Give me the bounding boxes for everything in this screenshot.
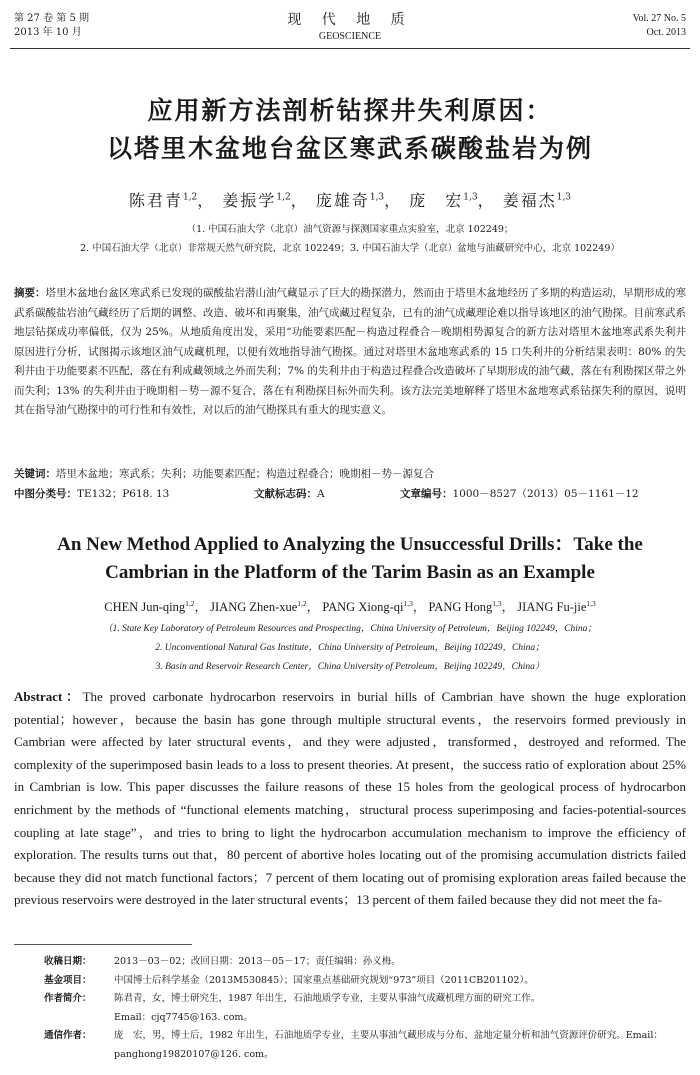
issue-date: 2013 年 10 月: [14, 27, 82, 38]
affiliations-en: [10, 620, 690, 677]
abstract-en: [14, 686, 686, 912]
clc-number: 中图分类号：TE132；P618. 13: [14, 488, 170, 500]
footnote-received: 收稿日期： 2013－03－02；改回日期：2013－05－17；责任编辑：孙义梅。: [44, 956, 401, 967]
author-cn: 姜福杰$^{1,3}$: [502, 191, 572, 210]
author-en: PANG Xiong-qi$^{1,3}$: [322, 598, 413, 614]
abstract-cn: [14, 284, 686, 421]
author-en: CHEN Jun-qing$^{1,2}$: [104, 598, 195, 614]
author-cn: 庞 宏$^{1,3}$: [409, 191, 478, 210]
volume-issue: 第 27 卷 第 5 期: [14, 13, 89, 24]
author-en: JIANG Fu-jie$^{1,3}$: [517, 598, 596, 614]
document-code: 文献标志码：A: [254, 488, 325, 500]
authors-cn: 陈君青$^{1,2}$， 姜振学$^{1,2}$， 庞雄奇$^{1,3}$， 庞 宏$^{1,3}$， 姜福杰$^{1,3}$: [128, 191, 572, 210]
abstract-cn-text: 塔里木盆地台盆区寒武系已发现的碳酸盐岩潜山油气藏显示了巨大的勘探潜力，然而由于塔里木盆地经历了多期的构造运动，早期形成的寒武系碳酸盐岩油气藏经历了后期的调整、改造、破坏和再聚集，油气成藏过程复杂，已有的油气成藏理论难以指导该地区的油气勘探。目前寒武系地层钻探成功率偏低，仅为 25%。从地质角度出发，采用“功能要素匹配－构造过程叠合－晚期相势源复合的新方法对塔里木盆地寒武系失利井原因进行分析，试图揭示该地区油气成藏机理，以便有效地指导油气勘探。通过对塔里木盆地寒武系的 15 口失利井的分析结果表明：80% 的失利井由于功能要素不匹配，落在有利成藏领域之外而失利；7% 的失利井由于构造过程叠合改造破坏了早期形成的油气藏，落在有利勘探区带之外而失利；13% 的失利井由于晚期相－势－源不复合，落在有利勘探目标外而失利。该方法完美地解释了塔里木盆地寒武系钻探失利的原因，说明其在指导油气勘探中的可行性和有效性，对以后的油气勘探具有重大的现实意义。: [14, 287, 686, 416]
abstract-en-label: Abstract：: [14, 689, 83, 704]
abstract-en-text: The proved carbonate hydrocarbon reservoirs in burial hills of Cambrian have shown the huge exploration potential；however，because the basin has gone through multiple structural events，the reservoirs formed previously in Cambrian were affected by later structural events，and they were adjusted，transformed，destroyed and reformed. The complexity of the superimposed basin leads to a loss to present theories. At present，the success ratio of exploration about 25% in Cambrian is low. This paper discusses the failure reasons of these 15 holes from the geological process of hydrocarbon enrichment by the methods of “functional elements matching，structural process superimposing and facies-potential-sources coupling at late stage”，and tries to bring to light the hydrocarbon accumulation mechanism to improve the efficiency of exploration. The results turns out that，80 percent of abortive holes locating out of the promising accumulation districts failed because they did not match functional factors；7 percent of them locating out of promising exploration areas failed because the previous reservoirs were destroyed in the later structural events；13 percent of them failed because they did not meet the fa-: [14, 689, 687, 908]
header-divider: [10, 48, 690, 49]
affiliation-cn-line: 2. 中国石油大学（北京）非常规天然气研究院，北京 102249；3. 中国石油大学（北京）盆地与油藏研究中心，北京 102249）: [80, 243, 620, 254]
affiliation-en-line: 2. Unconventional Natural Gas Institute，China University of Petroleum，Beijing 102249，China；: [155, 643, 545, 653]
header-center: [14, 12, 686, 44]
footnote-divider: [14, 944, 192, 945]
journal-name-cn: 现 代 地 质: [287, 12, 413, 28]
header-right: [633, 12, 686, 40]
affiliation-en-line: （1. State Key Laboratory of Petroleum Resources and Prospecting，China University of Petroleum，Beijing 102249，China；: [103, 624, 597, 634]
title-cn: [0, 92, 700, 168]
author-en: PANG Hong$^{1,3}$: [428, 598, 502, 614]
footnote-funding: 基金项目： 中国博士后科学基金（2013M530845）；国家重点基础研究规划“973”项目（2011CB201102）。: [44, 974, 534, 986]
article-number: 文章编号：1000－8527（2013）05－1161－12: [400, 488, 639, 500]
journal-name-en: GEOSCIENCE: [318, 31, 382, 42]
affiliations-cn: [10, 220, 690, 258]
volume-issue-en: Vol. 27 No. 5: [632, 13, 686, 24]
authors-en: CHEN Jun-qing$^{1,2}$， JIANG Zhen-xue$^{1,2}$， PANG Xiong-qi$^{1,3}$， PANG Hong$^{1,3}$， JIANG Fu-jie$^{1,3}$: [104, 598, 596, 614]
title-en-line-1: An New Method Applied to Analyzing the Unsuccessful Drills：Take the: [57, 534, 643, 555]
abstract-cn-label: 摘要：: [14, 287, 46, 299]
affiliation-en-line: 3. Basin and Reservoir Research Center，China University of Petroleum，Beijing 102249，China）: [155, 662, 545, 672]
issue-date-en: Oct. 2013: [646, 27, 686, 38]
footnotes: [44, 953, 686, 1064]
title-en: [0, 531, 700, 587]
footnote-corresponding: 通信作者： 庞 宏，男，博士后，1982 年出生，石油地质学专业，主要从事油气藏形成与分布、盆地定量分析和油气资源评价研究。Email：panghong19820107@126. com。: [44, 1030, 663, 1060]
footnote-author-email: Email：cjq7745@163. com。: [114, 1011, 253, 1023]
affiliation-cn-line: （1. 中国石油大学（北京）油气资源与探测国家重点实验室，北京 102249；: [186, 224, 514, 235]
keywords-cn: [14, 465, 686, 484]
title-cn-line-2: 以塔里木盆地台盆区寒武系碳酸盐岩为例: [106, 134, 593, 163]
title-en-line-2: Cambrian in the Platform of the Tarim Basin as an Example: [105, 562, 595, 583]
author-cn: 庞雄奇$^{1,3}$: [315, 191, 385, 210]
footnote-author-bio: 作者简介： 陈君青，女，博士研究生，1987 年出生，石油地质学专业，主要从事油气成藏机理方面的研究工作。: [44, 993, 541, 1004]
author-cn: 姜振学$^{1,2}$: [222, 191, 291, 210]
running-header: [14, 12, 686, 46]
author-en: JIANG Zhen-xue$^{1,2}$: [210, 598, 307, 614]
author-cn: 陈君青$^{1,2}$: [128, 191, 198, 210]
keywords-cn-label: 关键词：: [14, 468, 56, 480]
title-cn-line-1: 应用新方法剖析钻探井失利原因：: [147, 96, 553, 125]
keywords-cn-text: 塔里木盆地；寒武系；失利；功能要素匹配；构造过程叠合；晚期相－势－源复合: [56, 468, 434, 480]
